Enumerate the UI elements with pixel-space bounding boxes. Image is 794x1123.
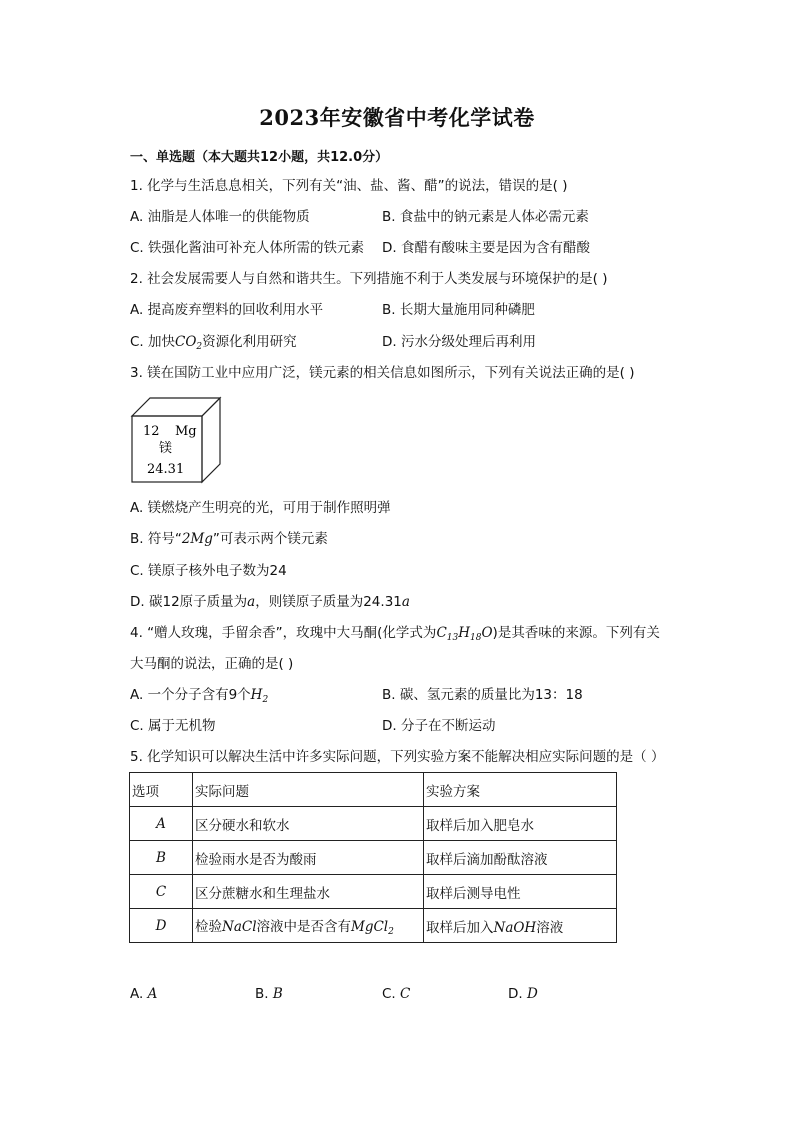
naoh-formula: NaOH (493, 919, 537, 936)
table-header-row (130, 773, 617, 807)
row-plan: 取样后加入肥皂水 (424, 807, 617, 841)
nacl-formula: NaCl (222, 918, 257, 935)
formula-text: CO (175, 334, 197, 350)
mgcl2-formula (351, 919, 394, 935)
option-text: C. 加快 (130, 334, 176, 350)
formula-subscript: 2 (388, 926, 394, 937)
formula-subscript: 2 (262, 695, 269, 705)
cube-side-face (202, 398, 220, 482)
table-row (130, 909, 617, 943)
question-1-option-a: A. 油脂是人体唯一的供能物质 (130, 209, 310, 225)
variable-a: a (247, 594, 256, 610)
formula-text: O (481, 625, 493, 641)
question-4-option-c: C. 属于无机物 (130, 718, 216, 734)
question-5-answer-b (255, 985, 283, 1003)
row-problem: 区分蔗糖水和生理盐水 (193, 875, 424, 909)
question-1-stem: 1. 化学与生活息息相关，下列有关“油、盐、酱、醋”的说法，错误的是( ) (130, 178, 568, 194)
stem-text: )是其香味的来源。下列有关 (492, 625, 660, 641)
answer-label: C. (382, 986, 401, 1002)
answer-value: C (400, 986, 411, 1002)
question-5-answer-d (508, 985, 538, 1003)
formula-subscript: 2 (196, 342, 203, 352)
co2-formula (175, 334, 202, 350)
section-heading: 一、单选题（本大题共12小题，共12.0分） (130, 150, 389, 165)
header-problem: 实际问题 (193, 773, 424, 807)
variable-a: a (401, 594, 410, 610)
formula-text: H (250, 687, 263, 703)
answer-label: A. (130, 986, 148, 1002)
table-row (130, 807, 617, 841)
formula-subscript: 13 (446, 633, 459, 643)
damascone-formula (436, 625, 492, 641)
row-option: D (130, 909, 193, 943)
question-4-option-b: B. 碳、氢元素的质量比为13：18 (382, 687, 583, 703)
row-problem (193, 909, 424, 943)
formula-text: H (458, 625, 471, 641)
row-option: A (130, 807, 193, 841)
cell-text: 取样后加入 (426, 919, 494, 936)
question-5-answer-c (382, 985, 410, 1003)
question-4-option-a (130, 686, 268, 709)
atomic-mass: 24.31 (147, 462, 185, 477)
question-2-option-b: B. 长期大量施用同种磷肥 (382, 302, 535, 318)
table-row (130, 841, 617, 875)
stem-text: 4. “赠人玫瑰，手留余香”，玫瑰中大马酮(化学式为 (130, 625, 437, 641)
cell-text: 溶液 (536, 919, 564, 936)
option-text: ”可表示两个镁元素 (212, 531, 328, 547)
option-text: 资源化利用研究 (202, 334, 297, 350)
row-problem: 检验雨水是否为酸雨 (193, 841, 424, 875)
question-3-option-c: C. 镁原子核外电子数为24 (130, 563, 287, 579)
magnesium-element-cube (130, 396, 222, 484)
question-5-answer-a (130, 985, 157, 1003)
question-2-option-d: D. 污水分级处理后再利用 (382, 334, 536, 350)
atomic-number: 12 (143, 424, 160, 439)
answer-value: A (147, 986, 158, 1002)
formula-subscript: 18 (470, 633, 482, 643)
row-plan: 取样后滴加酚酞溶液 (424, 841, 617, 875)
experiment-table (129, 772, 617, 943)
option-text: A. 一个分子含有9个 (130, 687, 251, 703)
question-4-option-d: D. 分子在不断运动 (382, 718, 496, 734)
question-1-option-d: D. 食醋有酸味主要是因为含有醋酸 (382, 240, 590, 256)
answer-label: D. (508, 986, 527, 1002)
formula-text: MgCl (351, 918, 389, 935)
answer-value: B (272, 986, 283, 1002)
question-3-stem: 3. 镁在国防工业中应用广泛，镁元素的相关信息如图所示，下列有关说法正确的是( ) (130, 365, 635, 381)
cube-top-face (132, 398, 220, 416)
question-2-option-a: A. 提高废弃塑料的回收利用水平 (130, 302, 324, 318)
row-option: C (130, 875, 193, 909)
header-option: 选项 (130, 773, 193, 807)
question-1-option-b: B. 食盐中的钠元素是人体必需元素 (382, 209, 589, 225)
question-3-option-a: A. 镁燃烧产生明亮的光，可用于制作照明弹 (130, 500, 391, 516)
h2-formula (251, 687, 269, 703)
question-4-stem (130, 624, 660, 647)
option-text: ，则镁原子质量为24.31 (255, 594, 402, 610)
page-title: 2023年安徽省中考化学试卷 (259, 105, 535, 130)
option-text: D. 碳12原子质量为 (130, 594, 248, 610)
element-name: 镁 (159, 441, 173, 456)
answer-value: D (526, 986, 538, 1002)
element-symbol: Mg (175, 424, 197, 439)
table-row (130, 875, 617, 909)
question-5-stem: 5. 化学知识可以解决生活中许多实际问题，下列实验方案不能解决相应实际问题的是（ ） (130, 749, 665, 765)
question-3-option-b (130, 530, 328, 548)
question-2-stem: 2. 社会发展需要人与自然和谐共生。下列措施不利于人类发展与环境保护的是( ) (130, 271, 608, 287)
row-problem: 区分硬水和软水 (193, 807, 424, 841)
row-option: B (130, 841, 193, 875)
header-plan: 实验方案 (424, 773, 617, 807)
row-plan (424, 909, 617, 943)
question-4-stem-line-2: 大马酮的说法，正确的是( ) (130, 656, 294, 672)
question-1-option-c: C. 铁强化酱油可补充人体所需的铁元素 (130, 240, 365, 256)
question-3-option-d (130, 593, 410, 611)
option-text: B. 符号“ (130, 531, 182, 547)
question-2-option-c (130, 333, 297, 356)
cell-text: 溶液中是否含有 (256, 918, 352, 935)
formula-text: 2Mg (181, 531, 213, 547)
answer-label: B. (255, 986, 273, 1002)
cell-text: 检验 (195, 918, 222, 935)
row-plan: 取样后测导电性 (424, 875, 617, 909)
formula-text: C (436, 625, 447, 641)
